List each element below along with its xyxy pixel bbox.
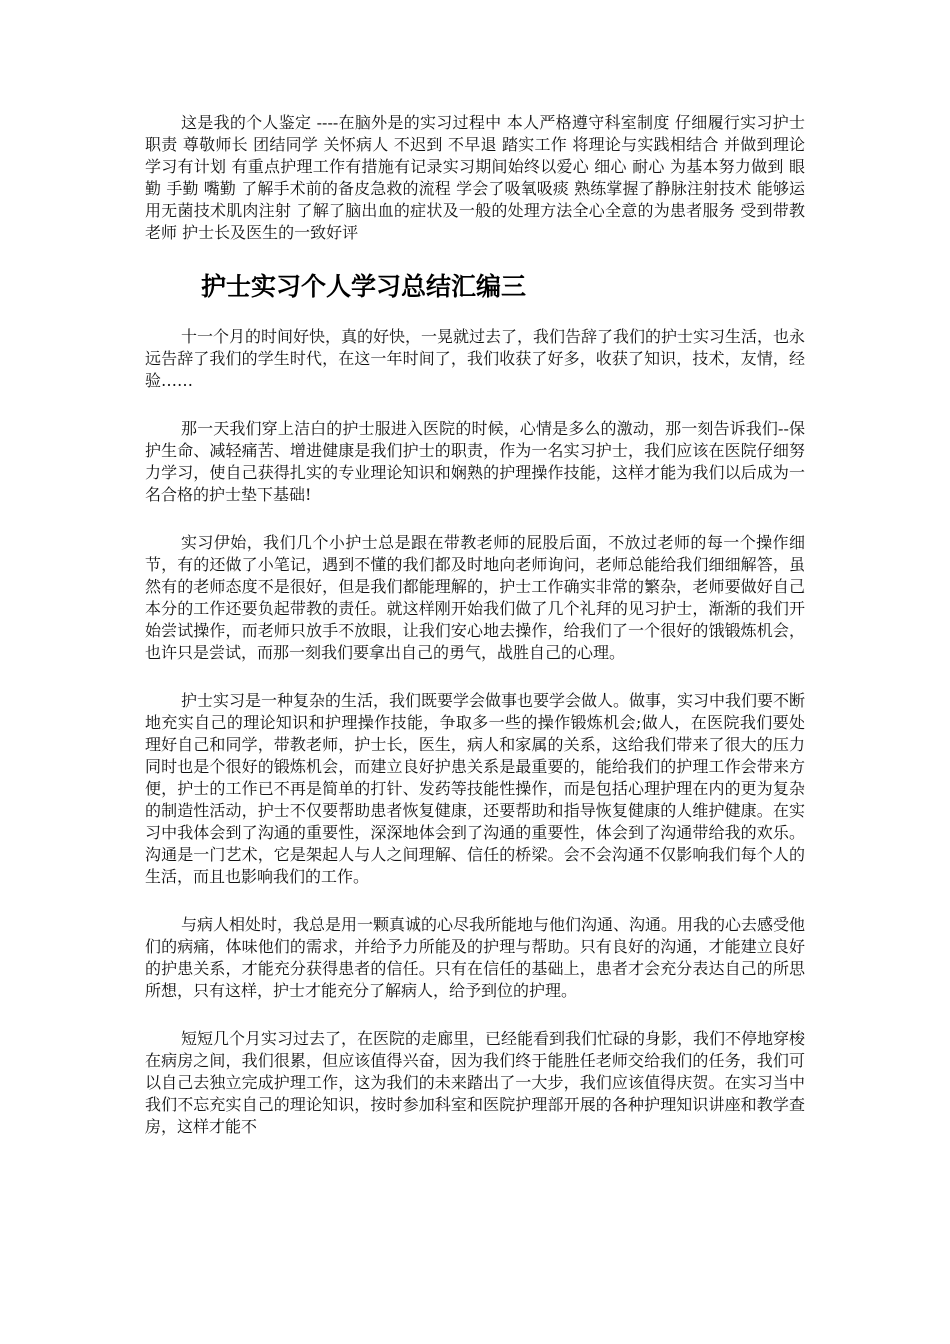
body-paragraph-2: 那一天我们穿上洁白的护士服进入医院的时候，心情是多么的激动，那一刻告诉我们--保护生命、减轻痛苦、增进健康是我们护士的职责，作为一名实习护士，我们应该在医院仔细努力学习，使自己获得扎实的专业理论知识和娴熟的护理操作技能，这样才能为我们以后成为一名合格的护士垫下基础! <box>145 419 805 504</box>
body-paragraph-1: 十一个月的时间好快，真的好快，一晃就过去了，我们告辞了我们的护士实习生活，也永远告辞了我们的学生时代，在这一年时间了，我们收获了好多，收获了知识，技术，友情，经验…… <box>145 327 806 390</box>
body-paragraph-6: 短短几个月实习过去了，在医院的走廊里，已经能看到我们忙碌的身影，我们不停地穿梭在病房之间，我们很累，但应该值得兴奋，因为我们终于能胜任老师交给我们的任务，我们可以自己去独立完成护理工作，这为我们的未来踏出了一大步，我们应该值得庆贺。在实习当中我们不忘充实自己的理论知识，按时参加科室和医院护理部开展的各种护理知识讲座和教学查房，这样才能不 <box>145 1029 806 1136</box>
body-paragraph-5: 与病人相处时，我总是用一颗真诚的心尽我所能地与他们沟通、沟通。用我的心去感受他们的病痛，体味他们的需求，并给予力所能及的护理与帮助。只有良好的沟通，才能建立良好的护患关系，才能充分获得患者的信任。只有在信任的基础上，患者才会充分表达自己的所思所想，只有这样，护士才能充分了解病人，给予到位的护理。 <box>145 915 806 1000</box>
section-title: 护士实习个人学习总结汇编三 <box>201 272 527 301</box>
body-paragraph-3: 实习伊始，我们几个小护士总是跟在带教老师的屁股后面，不放过老师的每一个操作细节，有的还做了小笔记，遇到不懂的我们都及时地向老师询问，老师总能给我们细细解答，虽然有的老师态度不是很好，但是我们都能理解的，护士工作确实非常的繁杂，老师要做好自己本分的工作还要负起带教的责任。就这样刚开始我们做了几个礼拜的见习护士，渐渐的我们开始尝试操作，而老师只放手不放眼，让我们安心地去操作，给我们了一个很好的饿锻炼机会，也许只是尝试，而那一刻我们要拿出自己的勇气，战胜自己的心理。 <box>145 533 805 662</box>
intro-paragraph: 这是我的个人鉴定 ----在脑外是的实习过程中 本人严格遵守科室制度 仔细履行实习护士职责 尊敬师长 团结同学 关怀病人 不迟到 不早退 踏实工作 将理论与实践相结合 并做到理论学习有计划 有重点护理工作有措施有记录实习期间始终以爱心 细心 耐心 为基本努力做到 眼勤 手勤 嘴勤 了解手术前的备皮急救的流程 学会了吸氧吸痰 熟练掌握了静脉注射技术 能够运用无菌技术肌肉注射 了解了脑出血的症状及一般的处理方法全心全意的为患者服务 受到带教老师 护士长及医生的一致好评 <box>145 113 805 242</box>
document-body <box>145 112 805 1164</box>
body-paragraph-4: 护士实习是一种复杂的生活，我们既要学会做事也要学会做人。做事，实习中我们要不断地充实自己的理论知识和护理操作技能，争取多一些的操作锻炼机会;做人，在医院我们要处理好自己和同学，带教老师，护士长，医生，病人和家属的关系，这给我们带来了很大的压力同时也是个很好的锻炼机会，而建立良好护患关系是最重要的，能给我们的护理工作会带来方便，护士的工作已不再是简单的打针、发药等技能性操作，而是包括心理护理在内的更为复杂的制造性活动，护士不仅要帮助患者恢复健康，还要帮助和指导恢复健康的人维护健康。在实习中我体会到了沟通的重要性，深深地体会到了沟通的重要性，体会到了沟通带给我的欢乐。沟通是一门艺术，它是架起人与人之间理解、信任的桥梁。会不会沟通不仅影响我们每个人的生活，而且也影响我们的工作。 <box>145 691 806 886</box>
